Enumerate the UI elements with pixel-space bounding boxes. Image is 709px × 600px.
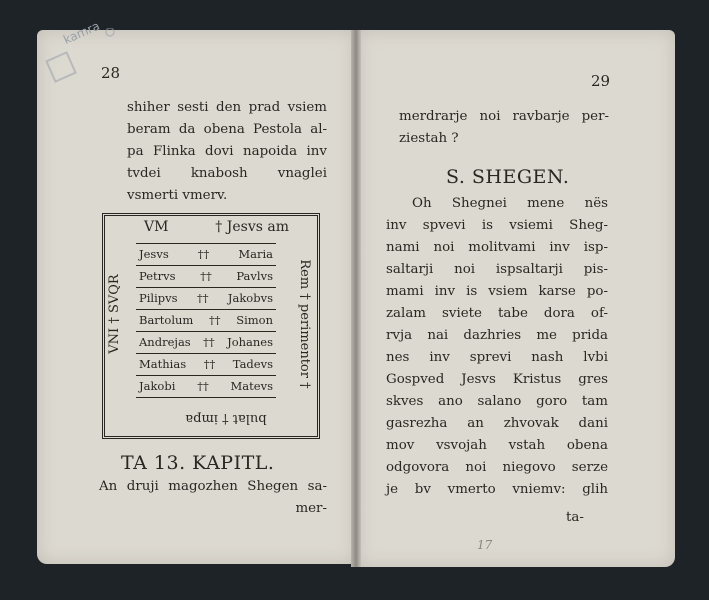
right-page-text <box>386 193 608 501</box>
page-number-left: 28 <box>101 64 121 82</box>
cross-mark: †† <box>197 379 209 393</box>
name-left: Petrvs <box>139 269 176 283</box>
box-right-text: Rem † perimentor † <box>297 259 312 389</box>
text-line: shiher sesti den prad vsiem <box>127 100 327 115</box>
text-line: skves ano salano goro tam <box>386 394 608 409</box>
name-right: Pavlvs <box>236 269 273 283</box>
cross-mark: †† <box>200 269 212 283</box>
left-page-text <box>127 97 327 207</box>
table-row <box>136 354 276 376</box>
name-left: Andrejas <box>139 335 191 349</box>
text-line: ziestah ? <box>399 131 459 146</box>
chapter-heading: TA 13. KAPITL. <box>121 452 275 474</box>
name-left: Jesvs <box>139 247 169 261</box>
name-right: Simon <box>236 313 273 327</box>
text-line: rvja nai dazhries me prida <box>386 328 608 343</box>
book-gutter <box>351 30 361 567</box>
table-row <box>136 376 276 397</box>
text-line: inv spvevi is vsiemi Sheg- <box>386 218 608 233</box>
watermark-text: kamra <box>61 18 102 47</box>
name-left: Mathias <box>139 357 187 371</box>
text-line: je bv vmerto vniemv: glih <box>386 482 608 497</box>
name-left: Pilipvs <box>139 291 178 305</box>
text-line: Oh Shegnei mene nës <box>412 196 608 211</box>
text-line: saltarji noi ispsaltarji pis- <box>386 262 608 277</box>
name-right: Tadevs <box>232 357 273 371</box>
catchword: ta- <box>566 510 584 525</box>
name-right: Maria <box>238 247 273 261</box>
pencil-mark: 17 <box>477 538 493 552</box>
table-row <box>136 288 276 310</box>
text-line: mami inv is vsiem karse po- <box>386 284 608 299</box>
text-line: beram da obena Pestola al- <box>127 122 327 137</box>
name-right: Matevs <box>230 379 273 393</box>
cross-mark: †† <box>209 313 221 327</box>
cross-mark: †† <box>203 357 216 371</box>
page-number-right: 29 <box>591 72 611 90</box>
cross-mark: †† <box>203 335 215 349</box>
text-line: nes inv sprevi nash lvbi <box>386 350 608 365</box>
section-heading: S. SHEGEN. <box>446 166 570 188</box>
name-left: Bartolum <box>139 313 194 327</box>
text-line: An druji magozhen Shegen sa- <box>99 479 327 494</box>
text-line: mov vsvojah vstah obena <box>386 438 608 453</box>
text-line: merdrarje noi ravbarje per- <box>399 109 609 124</box>
text-line: mer- <box>295 501 327 516</box>
table-row <box>136 266 276 288</box>
box-top-right: † Jesvs am <box>215 219 289 235</box>
name-right: Johanes <box>227 335 273 349</box>
box-top-text <box>144 219 289 235</box>
box-left-text: VNI † SVQR <box>107 274 122 354</box>
right-page-intro <box>399 106 609 150</box>
table-row <box>136 310 276 332</box>
left-page-closing <box>99 476 327 520</box>
text-line: nami noi molitvami inv isp- <box>386 240 608 255</box>
apostles-table <box>136 243 276 398</box>
cross-mark: †† <box>197 247 210 261</box>
text-line: gasrezha an zhvovak dani <box>386 416 608 431</box>
name-left: Jakobi <box>139 379 176 393</box>
box-bottom-text: bulat † impa <box>185 411 267 426</box>
text-line: Gospved Jesvs Kristus gres <box>386 372 608 387</box>
cross-mark: †† <box>196 291 209 305</box>
table-row <box>136 244 276 266</box>
text-line: pa Flinka dovi napoida inv <box>127 144 327 159</box>
text-line: zalam sviete tabe dora of- <box>386 306 608 321</box>
text-line: vsmerti vmerv. <box>127 188 228 203</box>
text-line: tvdei knabosh vnaglei <box>127 166 327 181</box>
box-top-left: VM <box>144 219 169 235</box>
table-row <box>136 332 276 354</box>
text-line: odgovora noi niegovo serze <box>386 460 608 475</box>
name-right: Jakobvs <box>227 291 273 305</box>
